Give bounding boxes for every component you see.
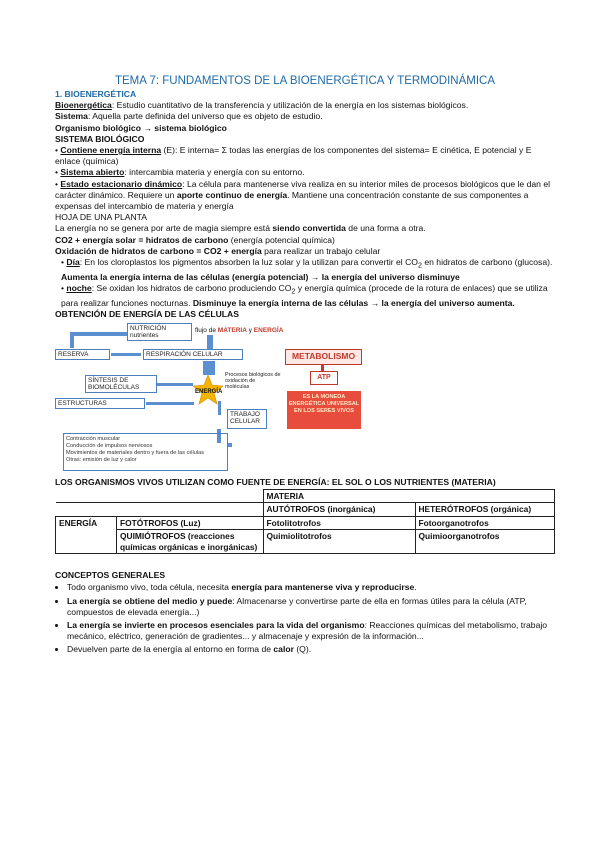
arrow-down-respiracion — [207, 335, 213, 349]
arrow-tip — [228, 443, 232, 447]
flujo-text: flujo de — [195, 326, 216, 334]
bold-text: Aumenta la energía interna de las células (energía potencial) → la energía del universo disminuye — [61, 271, 460, 282]
table-header-energia: ENERGÍA — [56, 516, 117, 554]
equation-co2 — [55, 235, 555, 246]
trabajo-item: Otras: emisión de luz y calor — [66, 456, 137, 463]
definition-bioenergetica — [55, 100, 555, 111]
procesos-note: Procesos biológicos de oxidación de moléculas — [223, 371, 283, 393]
table-row — [56, 503, 555, 517]
term: Contiene energía interna — [60, 145, 162, 156]
term: noche — [66, 283, 92, 294]
table-header-materia: MATERIA — [263, 489, 555, 503]
energia-conversion — [55, 223, 555, 234]
bold-text: siendo convertida — [272, 223, 346, 234]
bullet-dia: • Día: En los cloroplastos los pigmentos absorben la luz solar y la utilizan para convertir el $CO_2$ en hidratos de carbono (glucosa). Aumenta la energía interna de las células (energía potencial) → la energía del universo disminuye — [61, 257, 553, 282]
table-cell — [117, 489, 264, 503]
text: : Almacenarse y convertirse parte de ella en formas útiles para la célula (ATP, compuestos de elevada energía...) — [67, 595, 527, 617]
bullet-sistema-abierto: • Sistema abierto: intercambia materia y energía con su entorno. — [55, 167, 305, 178]
page-title: TEMA 7: FUNDAMENTOS DE LA BIOENERGÉTICA Y TERMODINÁMICA — [114, 75, 495, 87]
y-text: y — [248, 326, 252, 334]
arrow-nutricion-reserva — [70, 332, 127, 336]
table-header-quimiotrofos: QUIMIÓTROFOS (reacciones químicas orgánicas e inorgánicas) — [117, 530, 264, 554]
subscript: 2 — [417, 261, 422, 270]
bullet-text: : La célula para mantenerse viva realiza en su interior miles de procesos biológicos que le dan el carácter dinámico. Requiere un — [55, 178, 551, 200]
table-header-heterotrofos: HETERÓTROFOS (orgánica) — [415, 503, 555, 517]
text: en hidratos de carbono (glucosa). — [421, 257, 553, 268]
subheading-hoja: HOJA DE UNA PLANTA — [55, 212, 148, 223]
table-cell: Quimioorganotrofos — [415, 530, 555, 554]
text: : En los cloroplastos los pigmentos absorben la luz solar y la utilizan para convertir el CO — [79, 257, 418, 268]
text: Devuelven parte de la energía al entorno en forma de — [67, 644, 274, 655]
definition-text: : Aquella parte definida del universo que es objeto de estudio. — [87, 111, 323, 122]
bold-text: Disminuye la energía interna de las células → la energía del universo aumenta. — [192, 298, 515, 309]
term: Día — [66, 257, 80, 268]
arrow-reserva-respiracion — [111, 353, 141, 356]
trabajo-item: Movimientos de materiales dentro y fuera de las células — [66, 449, 205, 456]
text: (Q). — [293, 644, 312, 655]
table-cell — [56, 503, 117, 517]
arrow-down-reserva — [70, 332, 74, 348]
estructuras-box: ESTRUCTURAS — [55, 398, 145, 409]
organismos-table — [55, 489, 555, 555]
subscript: 2 — [291, 287, 296, 296]
sintesis-box: SÍNTESIS DE BIOMOLÉCULAS — [85, 375, 157, 393]
text: y energía química (procede de la rotura de enlaces) que se utiliza para realizar funciones nocturnas. — [61, 283, 548, 309]
arrow-energia-estructuras — [146, 402, 194, 405]
text: : Se oxidan los hidratos de carbono produciendo CO — [91, 283, 292, 294]
reserva-box: RESERVA — [55, 349, 110, 360]
definition-text: : Estudio cuantitativo de la transferencia y utilización de la energía en los sistemas biológicos. — [111, 100, 469, 111]
subheading-obtencion: OBTENCIÓN DE ENERGÍA DE LAS CÉLULAS — [55, 309, 239, 320]
list-item — [67, 620, 555, 642]
bold-text: CO2 + energía solar = hidratos de carbono — [55, 234, 229, 245]
bullet-noche: • noche: Se oxidan los hidratos de carbono produciendo $CO_2$ y energía química (procede de la rotura de enlaces) que se utiliza para realizar funciones nocturnas. Disminuye la energía interna de las células → la energía del universo aumenta. — [61, 283, 548, 309]
bullet-text: (E): E interna= Σ todas las energías de los componentes del sistema= E cinética, E potencial y E enlace (química) — [55, 145, 532, 167]
arrow-energia-sintesis — [157, 383, 193, 386]
table-header-autotrofos: AUTÓTROFOS (inorgánica) — [263, 503, 415, 517]
arrow-down-energia — [203, 361, 215, 375]
list-item — [67, 596, 555, 618]
bullet-estado-estacionario: • Estado estacionario dinámico: La célula para mantenerse viva realiza en su interior miles de procesos biológicos que le dan el carácter dinámico. Requiere un aporte continuo de energía. Mantiene una concentración constante de sus componentes a expensas del intercambio de materia y energía — [55, 178, 551, 212]
bold-text: La energía se obtiene del medio y puede — [67, 595, 233, 606]
table-header-fototrofos: FOTÓTROFOS (Luz) — [117, 516, 264, 530]
nutricion-box — [127, 323, 192, 341]
energia-label: ENERGÍA — [195, 388, 223, 395]
bold-text: La energía se invierte en procesos esenciales para la vida del organismo — [67, 620, 365, 631]
moneda-note: ES LA MONEDA ENERGÉTICA UNIVERSAL EN LOS SERES VIVOS — [287, 391, 361, 429]
table-row — [56, 530, 555, 554]
list-item — [67, 644, 555, 655]
energy-diagram — [55, 323, 555, 473]
text: . — [414, 582, 417, 593]
table-row — [56, 489, 555, 503]
arrow-energia-trabajo — [218, 401, 221, 415]
table-cell: Fotoorganotrofos — [415, 516, 555, 530]
table-cell — [117, 503, 264, 517]
bullet-energia-interna: • Contiene energía interna (E): E interna= Σ todas las energías de los componentes del sistema= E cinética, E potencial y E enlace (química) — [55, 145, 532, 167]
trabajo-box: TRABAJO CELULAR — [227, 409, 267, 429]
respiracion-box: RESPIRACIÓN CELULAR — [143, 349, 243, 360]
bullet-bold: aporte continuo de energía — [176, 189, 288, 200]
subheading-conceptos: CONCEPTOS GENERALES — [55, 570, 166, 581]
metabolismo-label: METABOLISMO — [285, 349, 362, 365]
bullet-text: . Mantiene una concentración constante de sus componentes a expensas del intercambio de materia y energía — [55, 189, 529, 212]
materia-text: MATERIA — [217, 326, 247, 334]
term: Sistema abierto — [60, 167, 125, 178]
text: : Reacciones químicas del metabolismo, trabajo mecánico, eléctrico, generación de gradientes... y almacenaje y expresión de la información... — [67, 620, 548, 642]
text: Todo organismo vivo, toda célula, necesita — [67, 582, 232, 593]
definition-sistema — [55, 111, 555, 122]
organismo-line: Organismo biológico → sistema biológico — [55, 122, 227, 133]
text: de una forma a otra. — [345, 223, 426, 234]
nutricion-label: NUTRICIÓN — [130, 324, 167, 332]
text: (energía potencial química) — [228, 234, 335, 245]
bold-text: calor — [273, 644, 294, 655]
term: Estado estacionario dinámico — [60, 178, 183, 189]
table-row — [56, 516, 555, 530]
document-page — [55, 74, 555, 658]
trabajo-list-box — [63, 433, 228, 471]
bold-text: energía para mantenerse viva y reproducirse — [231, 582, 415, 593]
table-cell — [56, 489, 117, 503]
term: Sistema — [55, 111, 88, 122]
bullet-text: : intercambia materia y energía con su entorno. — [124, 167, 305, 178]
table-cell: Fotolitotrofos — [263, 516, 415, 530]
atp-box: ATP — [310, 371, 338, 385]
energia-text: ENERGÍA — [253, 326, 284, 334]
conceptos-list — [55, 582, 555, 655]
bold-text: Oxidación de hidratos de carbono = CO2 + energía — [55, 245, 262, 256]
nutrientes-label: nutrientes — [130, 331, 159, 339]
section-heading: 1. BIOENERGÉTICA — [55, 89, 137, 99]
trabajo-item: Conducción de impulsos nerviosos — [66, 442, 153, 449]
text: La energía no se genera por arte de magia siempre está — [55, 223, 273, 234]
term: Bioenergética — [55, 100, 112, 111]
table-cell: Quimiolitotrofos — [263, 530, 415, 554]
text: para realizar un trabajo celular — [261, 245, 381, 256]
equation-oxidacion — [55, 246, 555, 257]
subheading-sistema-biologico: SISTEMA BIOLÓGICO — [55, 133, 145, 144]
subheading-organismos: LOS ORGANISMOS VIVOS UTILIZAN COMO FUENTE DE ENERGÍA: EL SOL O LOS NUTRIENTES (MATERIA) — [55, 476, 496, 487]
trabajo-item: Contracción muscular — [66, 435, 121, 442]
list-item — [67, 582, 555, 593]
arrow-metabolismo-atp — [321, 364, 324, 371]
